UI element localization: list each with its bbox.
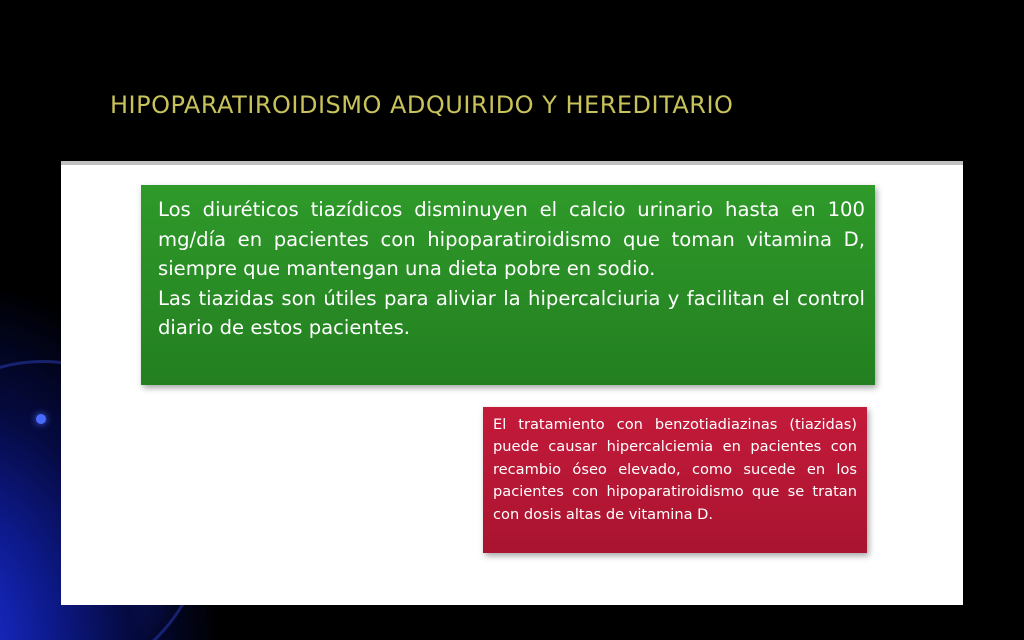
red-paragraph: El tratamiento con benzotiadiazinas (tiazidas) puede causar hipercalciemia en pacientes con recambio óseo elevado, como sucede en los pacientes con hipoparatiroidismo que se tratan con dosis altas de vitamina D. — [493, 416, 857, 523]
green-text-box — [141, 185, 875, 385]
slide-title: HIPOPARATIROIDISMO ADQUIRIDO Y HEREDITARIO — [110, 91, 734, 119]
red-text-box — [483, 407, 867, 553]
content-panel — [61, 161, 963, 605]
decorative-dot — [36, 414, 46, 424]
green-paragraph-2: Las tiazidas son útiles para aliviar la hipercalciuria y facilitan el control diario de estos pacientes. — [158, 286, 865, 340]
green-paragraph-1: Los diuréticos tiazídicos disminuyen el calcio urinario hasta en 100 mg/día en pacientes con hipoparatiroidismo que toman vitamina D, siempre que mantengan una dieta pobre en sodio. — [158, 198, 865, 281]
